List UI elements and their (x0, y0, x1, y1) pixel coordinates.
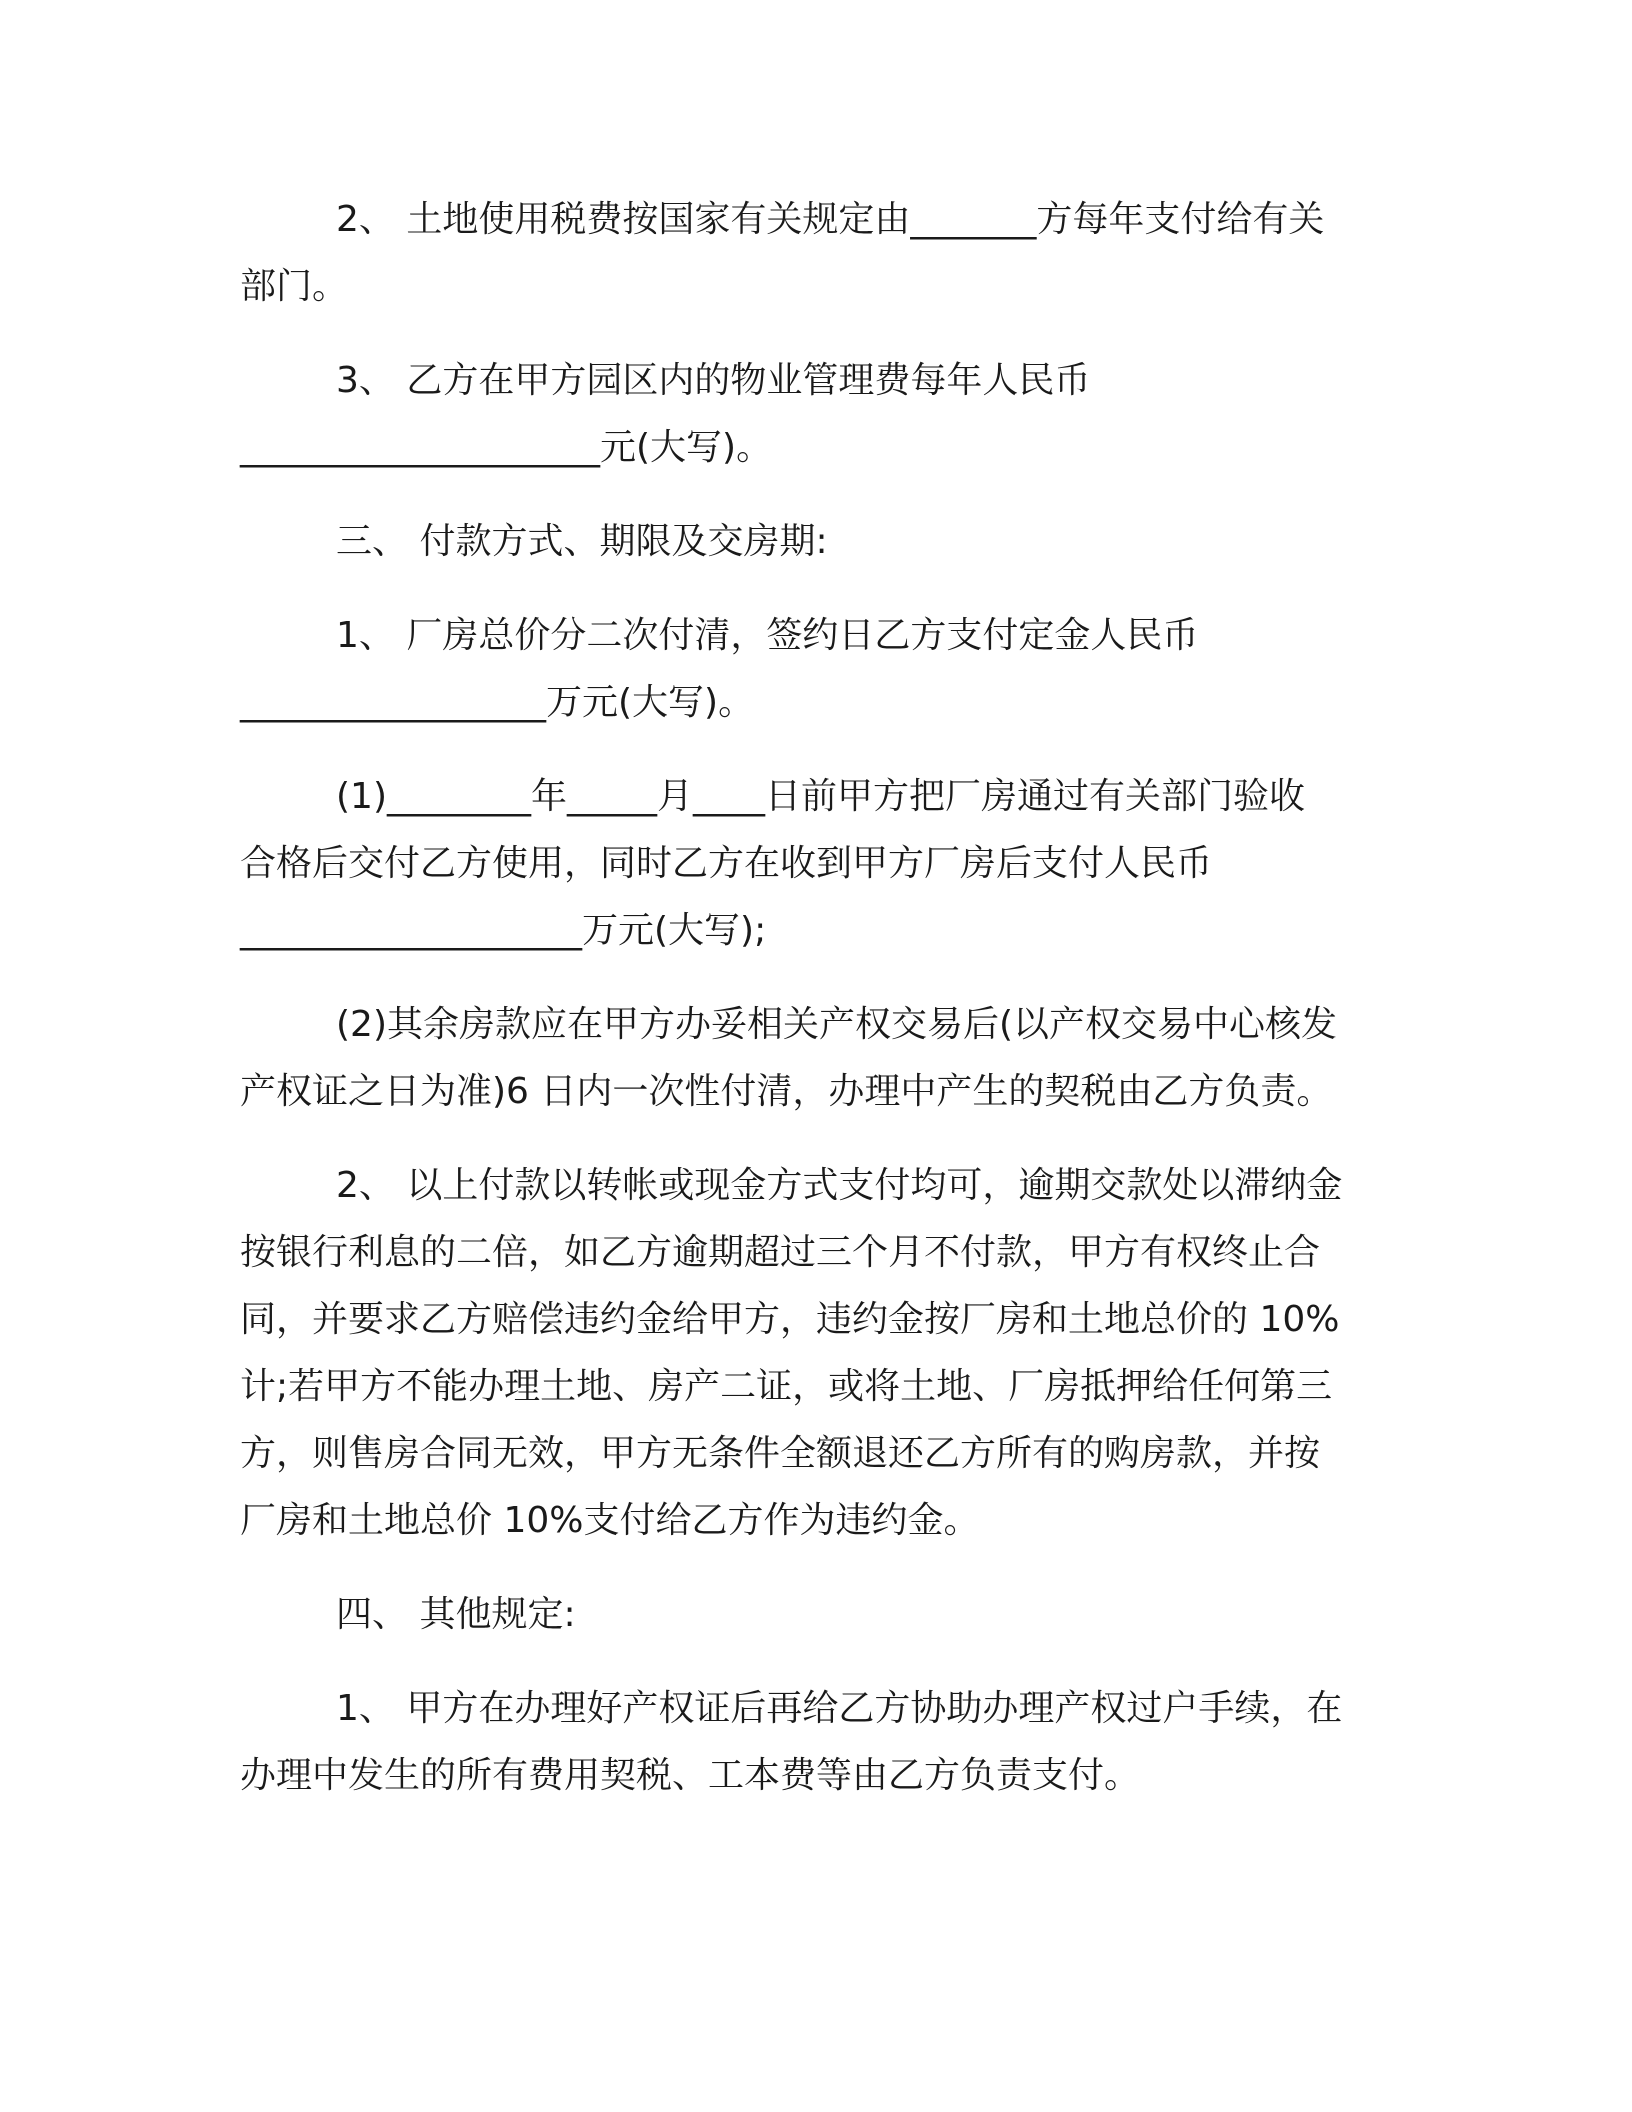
heading-text: 三、 付款方式、期限及交房期: (336, 521, 828, 562)
text-line: ___________________万元(大写); (240, 910, 767, 951)
paragraph-remaining-payment (240, 991, 1370, 1125)
text-line: 按银行利息的二倍，如乙方逾期超过三个月不付款，甲方有权终止合 (240, 1232, 1321, 1273)
text-line: 同，并要求乙方赔偿违约金给甲方，违约金按厂房和土地总价的 10% (240, 1299, 1340, 1340)
text-line: _________________万元(大写)。 (240, 682, 755, 723)
text-line: 厂房和土地总价 10%支付给乙方作为违约金。 (240, 1500, 980, 1541)
text-line: (2)其余房款应在甲方办妥相关产权交易后(以产权交易中心核发 (336, 1004, 1338, 1045)
text-line: 部门。 (240, 266, 349, 307)
paragraph-property-fee (240, 347, 1370, 481)
text-line: 1、 厂房总价分二次付清，签约日乙方支付定金人民币 (336, 615, 1199, 656)
text-line: ____________________元(大写)。 (240, 427, 773, 468)
section-heading-other (240, 1581, 1370, 1648)
text-line: 2、 以上付款以转帐或现金方式支付均可，逾期交款处以滞纳金 (336, 1165, 1343, 1206)
paragraph-installments (240, 602, 1370, 736)
paragraph-land-tax (240, 186, 1370, 320)
text-line: 办理中发生的所有费用契税、工本费等由乙方负责支付。 (240, 1755, 1141, 1796)
text-line: 2、 土地使用税费按国家有关规定由_______方每年支付给有关 (336, 199, 1325, 240)
section-heading-payment (240, 508, 1370, 575)
text-line: 合格后交付乙方使用，同时乙方在收到甲方厂房后支付人民币 (240, 843, 1213, 884)
text-line: (1)________年_____月____日前甲方把厂房通过有关部门验收 (336, 776, 1305, 817)
text-line: 方，则售房合同无效，甲方无条件全额退还乙方所有的购房款，并按 (240, 1433, 1321, 1474)
text-line: 产权证之日为准)6 日内一次性付清，办理中产生的契税由乙方负责。 (240, 1071, 1333, 1112)
document-body (240, 186, 1370, 1836)
paragraph-title-transfer (240, 1675, 1370, 1809)
text-line: 1、 甲方在办理好产权证后再给乙方协助办理产权过户手续，在 (336, 1688, 1343, 1729)
heading-text: 四、 其他规定: (336, 1594, 576, 1635)
paragraph-payment-terms (240, 1152, 1370, 1554)
paragraph-delivery-date (240, 763, 1370, 964)
text-line: 3、 乙方在甲方园区内的物业管理费每年人民币 (336, 360, 1091, 401)
text-line: 计;若甲方不能办理土地、房产二证，或将土地、厂房抵押给任何第三 (240, 1366, 1333, 1407)
